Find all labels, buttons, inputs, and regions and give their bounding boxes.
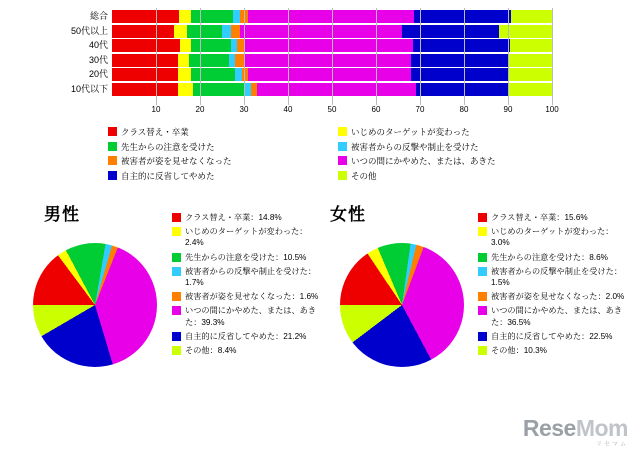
legend-label: その他 bbox=[351, 170, 377, 181]
pie-legend-label: 被害者が姿を見せなくなった：2.0% bbox=[491, 292, 625, 302]
pie-legend-label: いつの間にかやめた、または、あきた：36.5% bbox=[491, 306, 623, 327]
pie-legend-swatch bbox=[478, 346, 487, 355]
watermark bbox=[523, 415, 628, 448]
pie-legend-swatch bbox=[172, 332, 181, 341]
chart-legend bbox=[108, 127, 548, 189]
pie-legend-item bbox=[172, 331, 322, 342]
stacked-bar-segment bbox=[413, 39, 510, 52]
pie-legend-item bbox=[478, 266, 628, 288]
pie-legend-item bbox=[478, 252, 628, 263]
pie-legend-swatch bbox=[478, 227, 487, 236]
x-axis-tick: 40 bbox=[283, 105, 293, 114]
male-pie-legend bbox=[172, 212, 322, 359]
stacked-bar-segment bbox=[187, 25, 222, 38]
pie-legend-item bbox=[172, 212, 322, 223]
legend-item bbox=[108, 156, 232, 167]
stacked-bar-segment bbox=[112, 68, 178, 81]
legend-swatch bbox=[338, 171, 347, 180]
x-axis-tick: 100 bbox=[545, 105, 559, 114]
stacked-bar-segment bbox=[508, 68, 552, 81]
male-pie bbox=[33, 243, 157, 367]
pie-legend-swatch bbox=[172, 346, 181, 355]
pie-legend-swatch bbox=[172, 213, 181, 222]
stacked-bar-segment bbox=[251, 83, 258, 96]
watermark-sub: リセマム bbox=[596, 442, 628, 448]
pie-legend-label: クラス替え・卒業：14.8% bbox=[185, 213, 282, 222]
stacked-bar-segment bbox=[222, 25, 231, 38]
legend-item bbox=[108, 171, 215, 182]
stacked-bar-segment bbox=[237, 39, 244, 52]
stacked-bar-segment bbox=[248, 68, 411, 81]
pie-legend-swatch bbox=[172, 253, 181, 262]
pie-legend-swatch bbox=[478, 332, 487, 341]
stacked-bar-row-label: 30代 bbox=[88, 54, 108, 65]
stacked-bar-row-label: 50代以上 bbox=[70, 25, 108, 36]
stacked-bar-segment bbox=[240, 25, 403, 38]
pie-legend-item bbox=[172, 305, 322, 327]
stacked-bar-segment bbox=[178, 83, 193, 96]
pie-legend-label: いじめのターゲットが変わった：2.4% bbox=[185, 227, 308, 248]
stacked-bar-segment bbox=[402, 25, 499, 38]
stacked-bar-segment bbox=[244, 54, 411, 67]
stacked-bar-segment bbox=[508, 54, 552, 67]
pie-legend-item bbox=[478, 226, 628, 248]
legend-swatch bbox=[108, 127, 117, 136]
legend-label: 先生からの注意を受けた bbox=[121, 141, 215, 152]
stacked-bar-segment bbox=[511, 10, 552, 23]
x-axis-tick: 10 bbox=[151, 105, 161, 114]
stacked-bar-segment bbox=[178, 68, 191, 81]
legend-label: いつの間にかやめた、または、あきた bbox=[351, 156, 496, 166]
x-axis-tick: 30 bbox=[239, 105, 249, 114]
female-pie bbox=[340, 243, 464, 367]
pie-legend-swatch bbox=[478, 253, 487, 262]
stacked-bar-segment bbox=[180, 39, 191, 52]
pie-legend-item bbox=[172, 345, 322, 356]
stacked-bar-row-label: 20代 bbox=[88, 69, 108, 79]
legend-swatch bbox=[108, 171, 117, 180]
x-axis-tick: 60 bbox=[371, 105, 381, 114]
pie-legend-swatch bbox=[478, 292, 487, 301]
legend-swatch bbox=[338, 142, 347, 151]
gridline bbox=[552, 8, 553, 105]
legend-label: いじめのターゲットが変わった bbox=[351, 127, 470, 137]
pie-legend-label: 被害者が姿を見せなくなった：1.6% bbox=[185, 292, 319, 302]
gridline bbox=[200, 8, 201, 105]
stacked-bar-segment bbox=[112, 39, 180, 52]
gridline bbox=[156, 8, 157, 105]
pie-legend-item bbox=[478, 212, 628, 223]
legend-item bbox=[338, 156, 496, 167]
pie-legend-label: いじめのターゲットが変わった：3.0% bbox=[491, 227, 614, 248]
pie-legend-item bbox=[172, 252, 322, 263]
legend-item bbox=[338, 171, 377, 182]
stacked-bar-segment bbox=[174, 25, 187, 38]
stacked-bar-segment bbox=[235, 68, 242, 81]
stacked-bar-segment bbox=[411, 54, 508, 67]
stacked-bar-segment bbox=[257, 83, 415, 96]
pie-legend-swatch bbox=[172, 227, 181, 236]
x-axis-tick: 50 bbox=[327, 105, 337, 114]
stacked-bar-row-label: 40代 bbox=[88, 40, 108, 50]
stacked-bar-segment bbox=[510, 39, 552, 52]
stacked-bar-segment bbox=[191, 10, 233, 23]
pie-legend-label: いつの間にかやめた、または、あきた：39.3% bbox=[185, 306, 317, 327]
stacked-bar-segment bbox=[242, 68, 249, 81]
pie-legend-label: 自主的に反省してやめた：22.5% bbox=[491, 331, 613, 341]
legend-label: クラス替え・卒業 bbox=[121, 127, 189, 137]
stacked-bar-segment bbox=[112, 10, 179, 23]
stacked-bar-segment bbox=[508, 83, 552, 96]
stacked-bar-row-label: 10代以下 bbox=[70, 83, 108, 94]
gridline bbox=[508, 8, 509, 105]
gridline bbox=[420, 8, 421, 105]
legend-item bbox=[338, 127, 470, 138]
pie-legend-label: 被害者からの反撃や制止を受けた：1.7% bbox=[185, 266, 317, 288]
pie-legend-swatch bbox=[478, 213, 487, 222]
pie-legend-swatch bbox=[172, 306, 181, 315]
pie-legend-label: 自主的に反省してやめた：21.2% bbox=[185, 331, 307, 341]
stacked-bar-segment bbox=[244, 39, 413, 52]
stacked-bar-segment bbox=[235, 54, 244, 67]
pie-legend-label: 先生からの注意を受けた：10.5% bbox=[185, 252, 307, 262]
stacked-bar-segment bbox=[248, 10, 415, 23]
gridline bbox=[464, 8, 465, 105]
pie-legend-swatch bbox=[172, 267, 181, 276]
pie-legend-item bbox=[172, 266, 322, 288]
stacked-bar-segment bbox=[189, 54, 229, 67]
stacked-bar-segment bbox=[416, 83, 508, 96]
pie-legend-label: クラス替え・卒業：15.6% bbox=[491, 213, 588, 222]
pie-legend-item bbox=[478, 305, 628, 327]
x-axis-tick: 90 bbox=[503, 105, 513, 114]
gridline bbox=[332, 8, 333, 105]
stacked-bar-segment bbox=[231, 25, 240, 38]
stacked-bar-segment bbox=[179, 10, 191, 23]
stacked-bar-segment bbox=[411, 68, 508, 81]
pie-legend-label: 被害者からの反撃や制止を受けた：1.5% bbox=[491, 266, 623, 288]
gridline bbox=[376, 8, 377, 105]
stacked-bar-segment bbox=[112, 54, 178, 67]
stacked-bar-segment bbox=[191, 39, 231, 52]
gridline bbox=[244, 8, 245, 105]
x-axis-tick: 20 bbox=[195, 105, 205, 114]
pie-legend-item bbox=[478, 331, 628, 342]
stacked-bar-segment bbox=[178, 54, 189, 67]
pie-legend-swatch bbox=[478, 267, 487, 276]
pie-legend-item bbox=[172, 291, 322, 302]
stacked-bar-segment bbox=[112, 83, 178, 96]
legend-swatch bbox=[338, 127, 347, 136]
pie-legend-label: その他：8.4% bbox=[185, 346, 237, 356]
stacked-bar-chart bbox=[0, 6, 640, 116]
gridline bbox=[288, 8, 289, 105]
legend-item bbox=[338, 142, 479, 153]
pie-legend-swatch bbox=[172, 292, 181, 301]
legend-label: 被害者が姿を見せなくなった bbox=[121, 156, 232, 166]
x-axis bbox=[112, 105, 559, 119]
stacked-bar-row-label: 総合 bbox=[89, 11, 108, 21]
pie-legend-label: その他：10.3% bbox=[491, 346, 547, 356]
legend-label: 自主的に反省してやめた bbox=[121, 170, 215, 181]
pie-legend-item bbox=[172, 226, 322, 248]
female-pie-title: 女性 bbox=[330, 205, 366, 224]
legend-swatch bbox=[338, 156, 347, 165]
legend-swatch bbox=[108, 142, 117, 151]
pie-legend-item bbox=[478, 291, 628, 302]
stacked-bar-segment bbox=[414, 10, 510, 23]
legend-swatch bbox=[108, 156, 117, 165]
x-axis-tick: 70 bbox=[415, 105, 425, 114]
pie-legend-swatch bbox=[478, 306, 487, 315]
female-pie-legend bbox=[478, 212, 628, 359]
x-axis-tick: 80 bbox=[459, 105, 469, 114]
stacked-bar-segment bbox=[112, 25, 174, 38]
male-pie-title: 男性 bbox=[44, 205, 80, 224]
legend-label: 被害者からの反撃や制止を受けた bbox=[351, 141, 479, 152]
stacked-bar-segment bbox=[229, 54, 236, 67]
stacked-bar-segment bbox=[231, 39, 238, 52]
stacked-bar-segment bbox=[191, 68, 235, 81]
pie-legend-label: 先生からの注意を受けた：8.6% bbox=[491, 252, 608, 262]
legend-item bbox=[108, 142, 215, 153]
stacked-bar-segment bbox=[233, 10, 240, 23]
pie-legend-item bbox=[478, 345, 628, 356]
legend-item bbox=[108, 127, 189, 138]
watermark-main: ReseMom bbox=[522, 415, 628, 441]
